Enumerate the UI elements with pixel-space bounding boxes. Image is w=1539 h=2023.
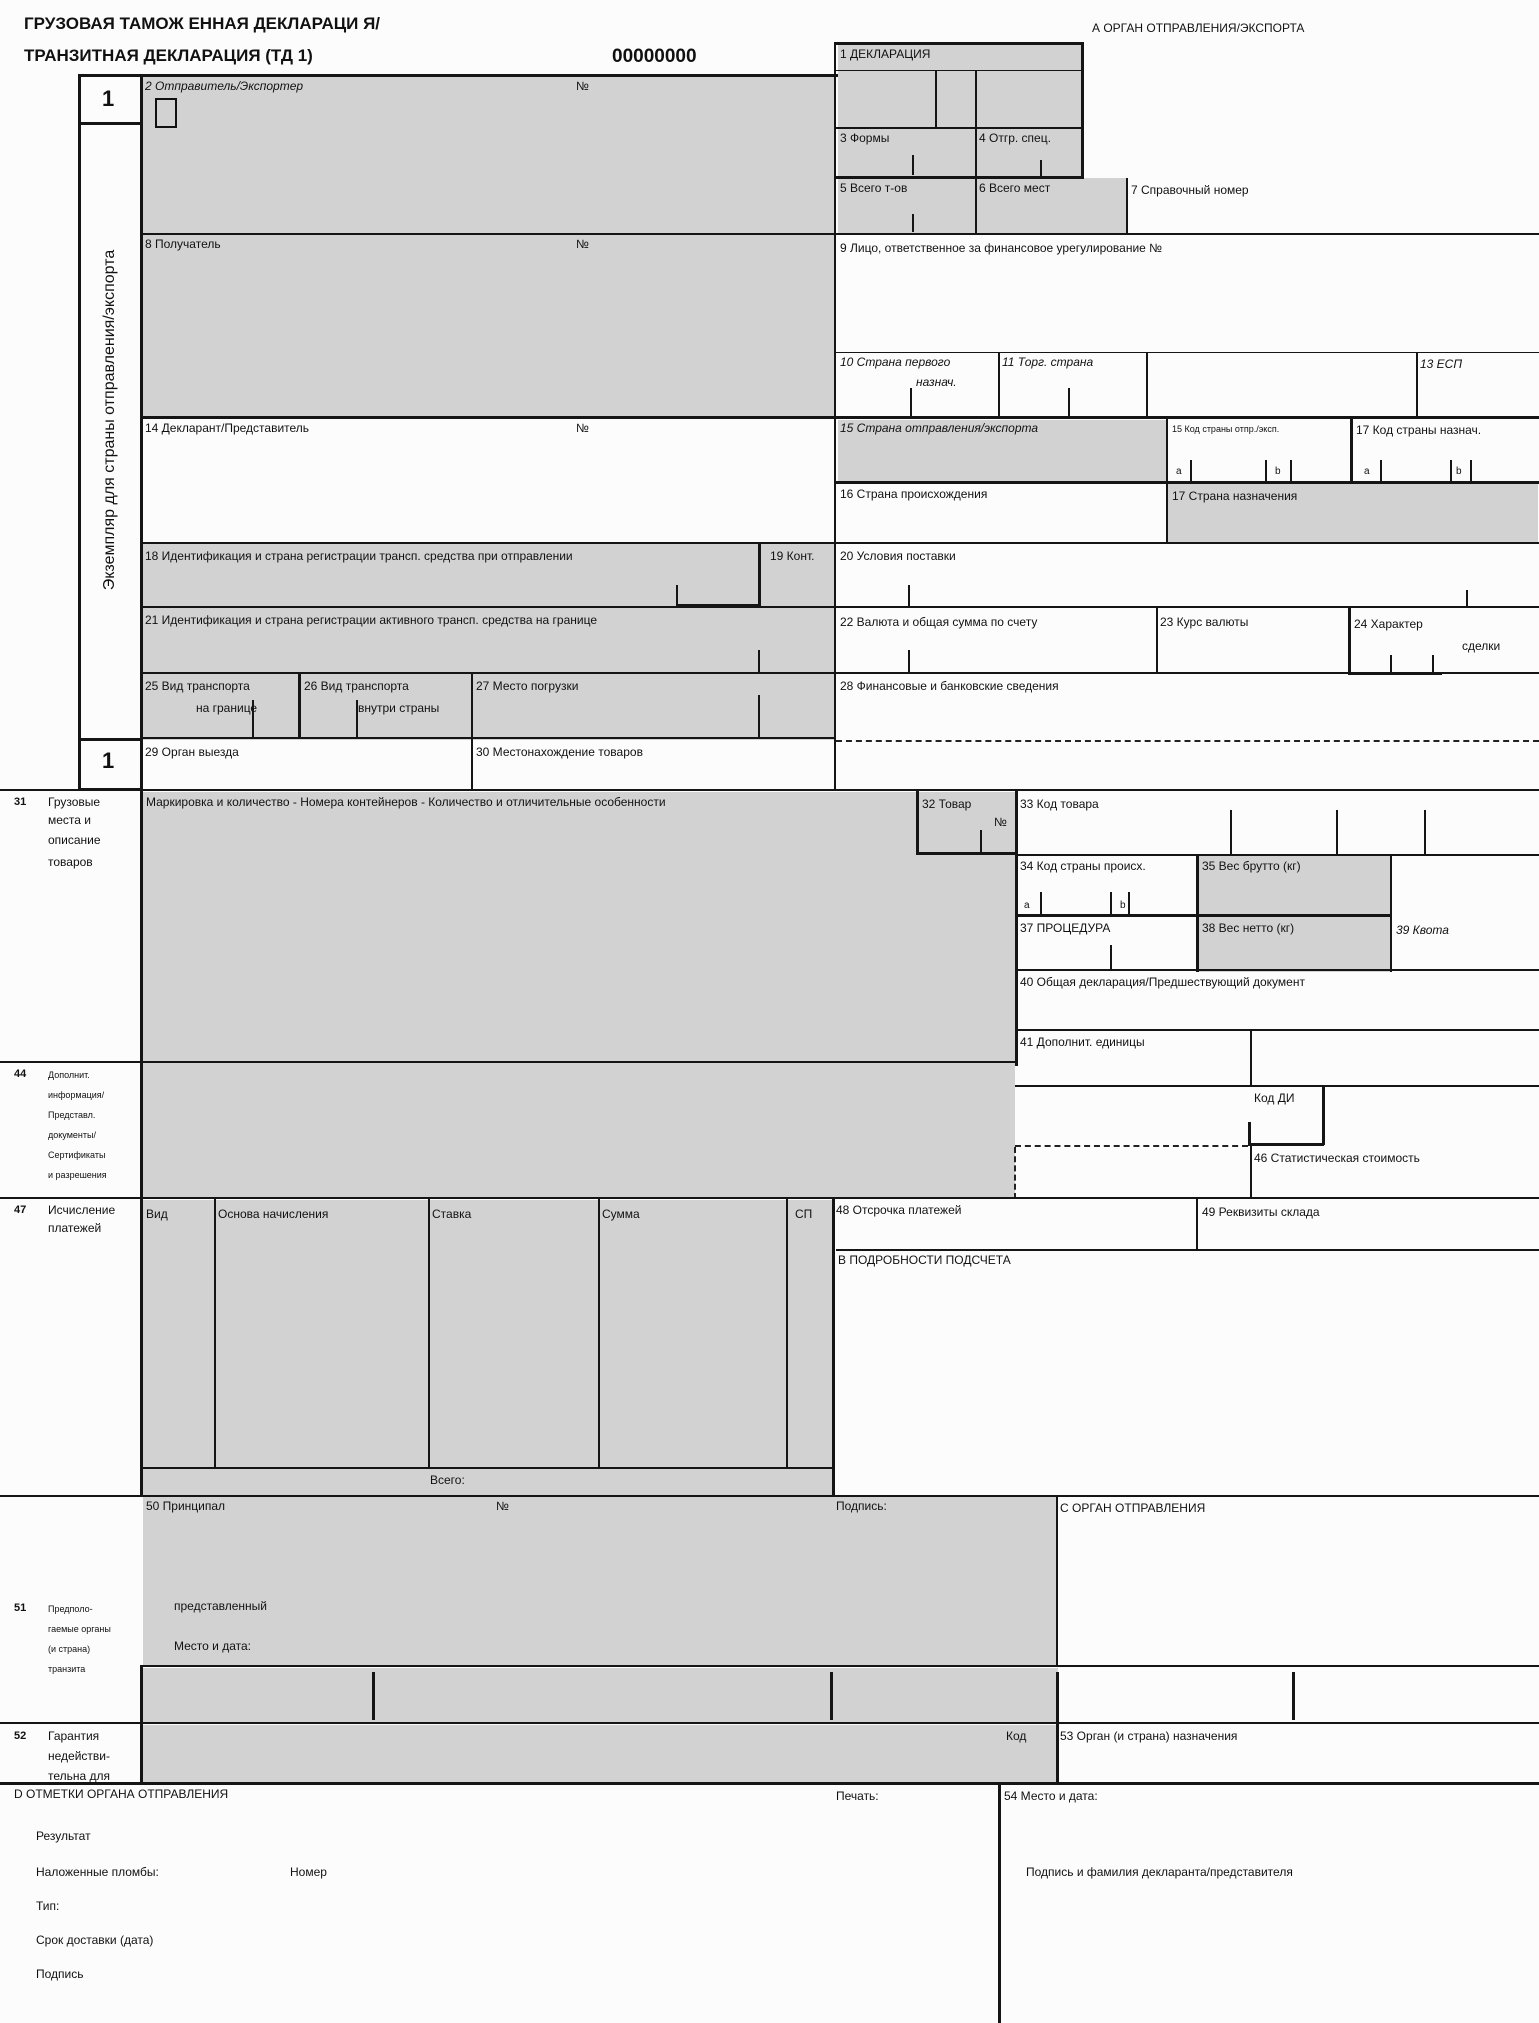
field-26-label-b: внутри страны [358, 701, 440, 715]
field-48-label: 48 Отсрочка платежей [836, 1203, 962, 1217]
transit-tick-1 [372, 1672, 375, 1720]
box11-tick [1068, 388, 1070, 416]
box25-26-divider [298, 672, 301, 738]
field-4-label: 4 Отгр. спец. [979, 131, 1051, 145]
box33-tick-2 [1336, 810, 1338, 856]
box34-35-divider [1196, 854, 1199, 972]
box-c-label: С ОРГАН ОТПРАВЛЕНИЯ [1060, 1501, 1206, 1515]
row-21-top [143, 606, 1539, 608]
row-31-top [0, 789, 1539, 791]
field-51-l4: транзита [48, 1664, 86, 1674]
field-52-num: 52 [14, 1730, 27, 1742]
field-17a-label: 17 Код страны назнач. [1356, 423, 1482, 437]
field-24-label-b: сделки [1462, 639, 1501, 653]
box41-right [1250, 1029, 1252, 1087]
kod-di-label: Код ДИ [1254, 1091, 1295, 1105]
copy-number-top: 1 [102, 86, 115, 111]
form-title-line1: ГРУЗОВАЯ ТАМОЖ ЕННАЯ ДЕКЛАРАЦИ Я/ [24, 14, 381, 33]
shade-box-47 [143, 1200, 835, 1496]
field-23-label: 23 Курс валюты [1160, 615, 1249, 629]
box34-tick-c [1128, 892, 1130, 914]
sidebar-top [78, 74, 838, 77]
field-29-label: 29 Орган выезда [145, 745, 239, 759]
row-44-top [0, 1061, 1015, 1063]
box32-bottom [916, 852, 1018, 855]
sidebar-vertical-label: Экземпляр для страны отправления/экспорта [100, 249, 118, 591]
box22-tick [908, 650, 910, 672]
row-25-top [143, 672, 1539, 674]
col-sp-header: СП [795, 1207, 813, 1221]
field-10-label-b: назнач. [916, 375, 957, 389]
box-d-label: D ОТМЕТКИ ОРГАНА ОТПРАВЛЕНИЯ [14, 1787, 229, 1801]
col-summa-header: Сумма [602, 1207, 640, 1221]
field-44-num: 44 [14, 1068, 27, 1080]
box26-27-divider [471, 672, 473, 790]
srok-label: Срок доставки (дата) [36, 1933, 154, 1947]
field-21-label: 21 Идентификация и страна регистрации активного трансп. средства на границе [145, 613, 598, 627]
plomby-label: Наложенные пломбы: [36, 1865, 159, 1879]
field-28-label: 28 Финансовые и банковские сведения [840, 679, 1059, 693]
transit-tick-3 [1056, 1672, 1059, 1782]
field-19-label: 19 Конт. [770, 549, 815, 563]
kod-di-right [1322, 1087, 1325, 1145]
field-17-label: 17 Страна назначения [1172, 489, 1298, 503]
row-51-divider [140, 1665, 1539, 1667]
field-7-label: 7 Справочный номер [1131, 183, 1249, 197]
field-52-l3: тельна для [48, 1769, 111, 1783]
field-37-label: 37 ПРОЦЕДУРА [1020, 921, 1111, 935]
shade-box-31 [143, 792, 1015, 1062]
field-50-label: 50 Принципал [146, 1499, 226, 1513]
nomer-label: Номер [290, 1865, 327, 1879]
field-50-no: № [496, 1499, 509, 1513]
box33-tick-1 [1230, 810, 1232, 856]
row-16-top [836, 481, 1539, 484]
podpis2-label: Подпись [36, 1967, 84, 1981]
field-31-description: Маркировка и количество - Номера контейнеров - Количество и отличительные особенности [146, 795, 666, 809]
field-15a-sub-b: b [1275, 466, 1281, 477]
field-40-label: 40 Общая декларация/Предшествующий документ [1020, 975, 1305, 989]
signature-line-label: Подпись и фамилия декларанта/представителя [1026, 1865, 1293, 1879]
col-stavka-header: Ставка [432, 1207, 472, 1221]
field-1-label: 1 ДЕКЛАРАЦИЯ [840, 47, 931, 61]
field-44-l5: Сертификаты [48, 1150, 106, 1160]
row-50-top [0, 1495, 1539, 1497]
field-44-l3: Представл. [48, 1110, 96, 1120]
field-24-label-a: 24 Характер [1354, 617, 1423, 631]
shade-box-52 [143, 1725, 1058, 1783]
box1-top [834, 42, 1084, 45]
field-32-label: 32 Товар [922, 797, 972, 811]
box44-dashed-side [1014, 1147, 1016, 1199]
col-right-line [832, 1198, 835, 1496]
box16-17-divider [1350, 418, 1353, 484]
row-18-top [143, 542, 1539, 544]
field-2-label: 2 Отправитель/Экспортер [145, 79, 304, 93]
box52-left [140, 1665, 143, 1783]
col-osnova-line [214, 1198, 216, 1468]
goods-left-border [140, 790, 143, 1495]
row-41-top [1015, 1029, 1539, 1031]
row-40-top [1015, 969, 1539, 971]
field-31-l4: товаров [48, 855, 93, 869]
sidebar-right-border [140, 74, 143, 790]
shade-box-44 [143, 1062, 1015, 1197]
sidebar-left-border [78, 74, 81, 790]
box1-right [1081, 42, 1084, 178]
box1-sub-2 [975, 70, 977, 128]
transit-tick-4 [1292, 1672, 1295, 1720]
field-49-label: 49 Реквизиты склада [1202, 1205, 1320, 1219]
box35-right [1390, 854, 1392, 972]
row-11-12-divider [1146, 352, 1148, 417]
box10-tick [910, 388, 912, 416]
field-53-label: 53 Орган (и страна) назначения [1060, 1729, 1238, 1743]
copy-number-bottom: 1 [102, 748, 115, 773]
field-33-label: 33 Код товара [1020, 797, 1099, 811]
field-27-label: 27 Место погрузки [476, 679, 579, 693]
field-9-label: 9 Лицо, ответственное за финансовое урегулирование № [840, 241, 1163, 255]
podpis-label: Подпись: [836, 1499, 887, 1513]
row-10-12-divider [998, 352, 1000, 417]
transit-tick-2 [830, 1672, 833, 1720]
field-25-label-a: 25 Вид транспорта [145, 679, 250, 693]
field-51-num: 51 [14, 1602, 27, 1614]
box34-tick-b [1110, 892, 1112, 914]
shade-box-50 [143, 1497, 1058, 1665]
field-52-l2: недействи- [48, 1749, 110, 1763]
field-14-no: № [576, 421, 589, 435]
field-11-label: 11 Торг. страна [1002, 355, 1094, 369]
box32-tick [980, 830, 982, 854]
col-stavka-line [428, 1198, 430, 1468]
kod-label: Код [1006, 1729, 1027, 1743]
col-summa-line [598, 1198, 600, 1468]
field-31-l1: Грузовые [48, 795, 101, 809]
field-51-l3: (и страна) [48, 1644, 91, 1654]
sidebar-copy-divider [78, 122, 143, 125]
box-b-label: В ПОДРОБНОСТИ ПОДСЧЕТА [838, 1253, 1011, 1267]
field-44-l6: и разрешения [48, 1170, 107, 1180]
box37-tick [1110, 945, 1112, 969]
field-20-label: 20 Условия поставки [840, 549, 956, 563]
field-31-num: 31 [14, 796, 27, 808]
mesto-data-label: Место и дата: [174, 1639, 251, 1653]
box17a-tick-b [1450, 460, 1452, 482]
box48-49-divider [1196, 1198, 1198, 1250]
box18-19-divider [758, 542, 761, 608]
box24-tick-a [1390, 655, 1392, 673]
field-14-label: 14 Декларант/Представитель [145, 421, 310, 435]
box20-tick [908, 585, 910, 607]
field-44-l1: Дополнит. [48, 1070, 90, 1080]
form-number: 00000000 [612, 46, 697, 67]
col-osnova-header: Основа начисления [218, 1207, 329, 1221]
field-34-sub-a: a [1024, 900, 1030, 911]
box17a-tick-c [1470, 460, 1472, 482]
vsego-top [140, 1467, 835, 1469]
field-38-label: 38 Вес нетто (кг) [1202, 921, 1295, 935]
shade-box-2 [143, 76, 835, 234]
field-34-sub-b: b [1120, 900, 1126, 911]
field-44-l2: информация/ [48, 1090, 105, 1100]
field-54-label: 54 Место и дата: [1004, 1789, 1098, 1803]
box3-tick [912, 155, 914, 175]
box33-tick-3 [1424, 810, 1426, 856]
box-a-label: А ОРГАН ОТПРАВЛЕНИЯ/ЭКСПОРТА [1092, 21, 1305, 35]
row-29-top [143, 737, 835, 739]
field-25-label-b: на границе [196, 701, 258, 715]
box17a-tick-a [1380, 460, 1382, 482]
row-34-top [1015, 854, 1539, 856]
field-17a-sub-a: a [1364, 466, 1370, 477]
checkbox-field-2[interactable] [155, 98, 177, 128]
row-37-top [1015, 914, 1392, 917]
box50-right [1056, 1496, 1058, 1666]
box15a-tick-b [1265, 460, 1267, 482]
box54-left [998, 1784, 1001, 2023]
row-47-top [0, 1197, 1539, 1199]
field-31-l3: описание [48, 833, 101, 847]
box5-tick [912, 214, 914, 232]
box22-23-divider [1156, 608, 1158, 672]
field-15a-label: 15 Код страны отпр./эксп. [1172, 424, 1280, 434]
field-8-no: № [576, 237, 589, 251]
box15a-tick-c [1290, 460, 1292, 482]
col-sp-line [786, 1198, 788, 1468]
box41-bottom [1015, 1085, 1539, 1087]
field-46-label: 46 Статистическая стоимость [1254, 1151, 1420, 1165]
field-16-label: 16 Страна происхождения [840, 487, 988, 501]
box28-dashed [836, 740, 1539, 742]
field-17a-sub-b: b [1456, 466, 1462, 477]
field-8-label: 8 Получатель [145, 237, 221, 251]
field-47-num: 47 [14, 1204, 27, 1216]
box3-bottom [836, 176, 1084, 179]
box4-tick [1040, 160, 1042, 176]
col-vid-header: Вид [146, 1207, 168, 1221]
row-52-top [0, 1722, 1539, 1724]
field-5-label: 5 Всего т-ов [840, 181, 908, 195]
row-b-top [836, 1249, 1539, 1251]
pechat-label: Печать: [836, 1789, 879, 1803]
shade-box-51 [143, 1668, 1058, 1722]
field-32-no: № [994, 815, 1007, 829]
box33-left [1015, 790, 1018, 1066]
form-title-line2: ТРАНЗИТНАЯ ДЕКЛАРАЦИЯ (ТД 1) [24, 46, 313, 65]
field-15a-sub-a: a [1176, 466, 1182, 477]
box46-left [1250, 1145, 1252, 1199]
field-31-l2: места и [48, 813, 91, 827]
box1-sub-1 [935, 70, 937, 128]
field-22-label: 22 Валюта и общая сумма по счету [840, 615, 1038, 629]
box1-bottom [836, 127, 1081, 129]
row-d-top [0, 1782, 1539, 1785]
box32-left [916, 790, 919, 854]
box27-tick [758, 695, 760, 737]
rezultat-label: Результат [36, 1829, 91, 1843]
box44-dashed-top [1015, 1145, 1248, 1147]
field-44-l4: документы/ [48, 1130, 96, 1140]
field-10-label-a: 10 Страна первого [840, 355, 951, 369]
field-15-label: 15 Страна отправления/экспорта [840, 421, 1039, 435]
field-39-label: 39 Квота [1396, 923, 1449, 937]
field-52-l1: Гарантия [48, 1729, 100, 1743]
row-10-top [836, 352, 1539, 353]
field-6-label: 6 Всего мест [979, 181, 1051, 195]
box34-tick-a [1040, 892, 1042, 914]
box3-4-divider [975, 128, 977, 234]
field-2-no: № [576, 79, 589, 93]
box23-24-divider [1348, 608, 1351, 674]
field-30-label: 30 Местонахождение товаров [476, 745, 643, 759]
box21-tick [758, 650, 760, 672]
predstavlenny-label: представленный [174, 1599, 267, 1613]
row-8-top [143, 233, 1539, 235]
box6-7-divider [1126, 178, 1128, 234]
field-51-l2: гаемые органы [48, 1624, 111, 1634]
field-35-label: 35 Вес брутто (кг) [1202, 859, 1301, 873]
field-26-label-a: 26 Вид транспорта [304, 679, 409, 693]
kod-di-bottom [1248, 1143, 1324, 1146]
field-41-label: 41 Дополнит. единицы [1020, 1035, 1145, 1049]
box15a-tick-a [1190, 460, 1192, 482]
row-12-13-divider [1416, 352, 1418, 417]
field-13-label: 13 ЕСП [1420, 357, 1463, 371]
sidebar-bottom-copy-top [78, 738, 143, 741]
tip-label: Тип: [36, 1899, 60, 1913]
field-3-label: 3 Формы [840, 131, 890, 145]
field-51-l1: Предполо- [48, 1604, 93, 1614]
row-14-top [143, 416, 1539, 419]
shade-box-8 [143, 234, 835, 417]
box24-tick-b [1432, 655, 1434, 673]
box1-label-divider [836, 70, 1081, 71]
field-47-l2: платежей [48, 1221, 102, 1235]
field-47-l1: Исчисление [48, 1203, 116, 1217]
field-34-label: 34 Код страны происх. [1020, 859, 1146, 873]
vsego-label: Всего: [430, 1473, 465, 1487]
field-18-label: 18 Идентификация и страна регистрации трансп. средства при отправлении [145, 549, 573, 563]
